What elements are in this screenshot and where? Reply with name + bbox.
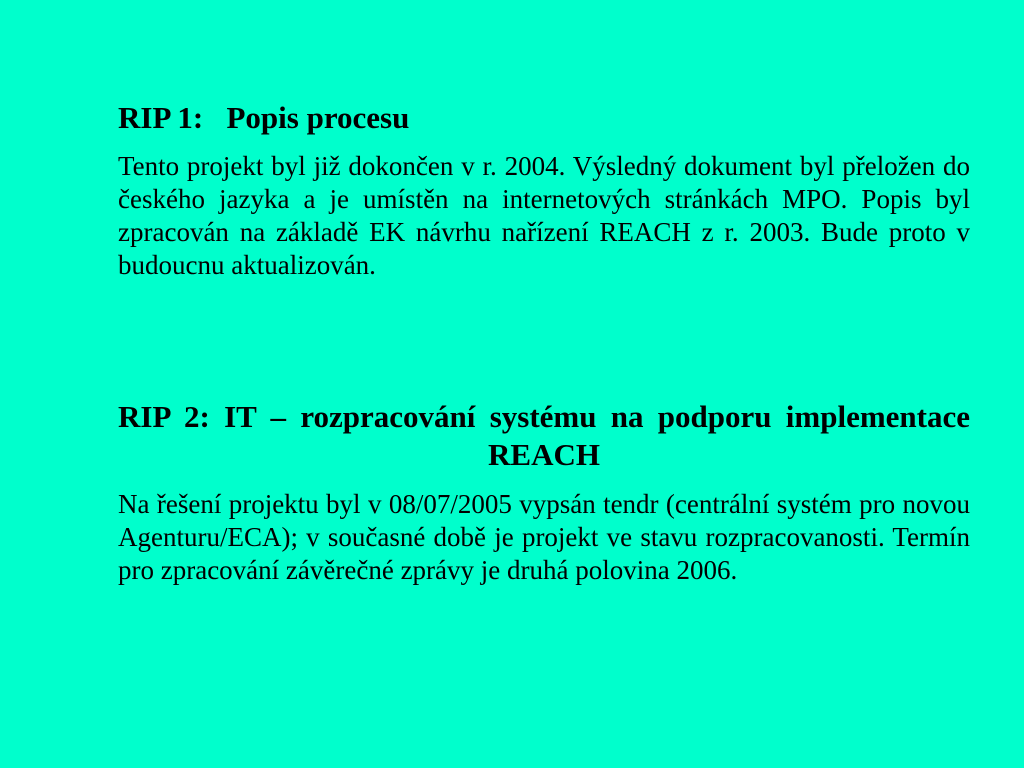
section-body: Tento projekt byl již dokončen v r. 2004. Výsledný dokument byl přeložen do českého jazyka a je umístěn na internetových stránkách MPO. Popis byl zpracován na základě EK návrhu nařízení REACH z r. 2003. Bude proto v budoucnu aktualizován. [118, 151, 970, 280]
section-heading: RIP 1: Popis procesu [118, 100, 410, 135]
section-body: Na řešení projektu byl v 08/07/2005 vypsán tendr (centrální systém pro novou Agenturu/ECA); v současné době je projekt ve stavu rozpracovanosti. Termín pro zpracování závěrečné zprávy je druhá polovina 2006. [118, 489, 970, 585]
section-rip-2 [118, 398, 970, 587]
section-heading: RIP 2: IT – rozpracování systému na podporu implementace REACH [118, 399, 970, 472]
section-rip-1 [118, 100, 970, 282]
